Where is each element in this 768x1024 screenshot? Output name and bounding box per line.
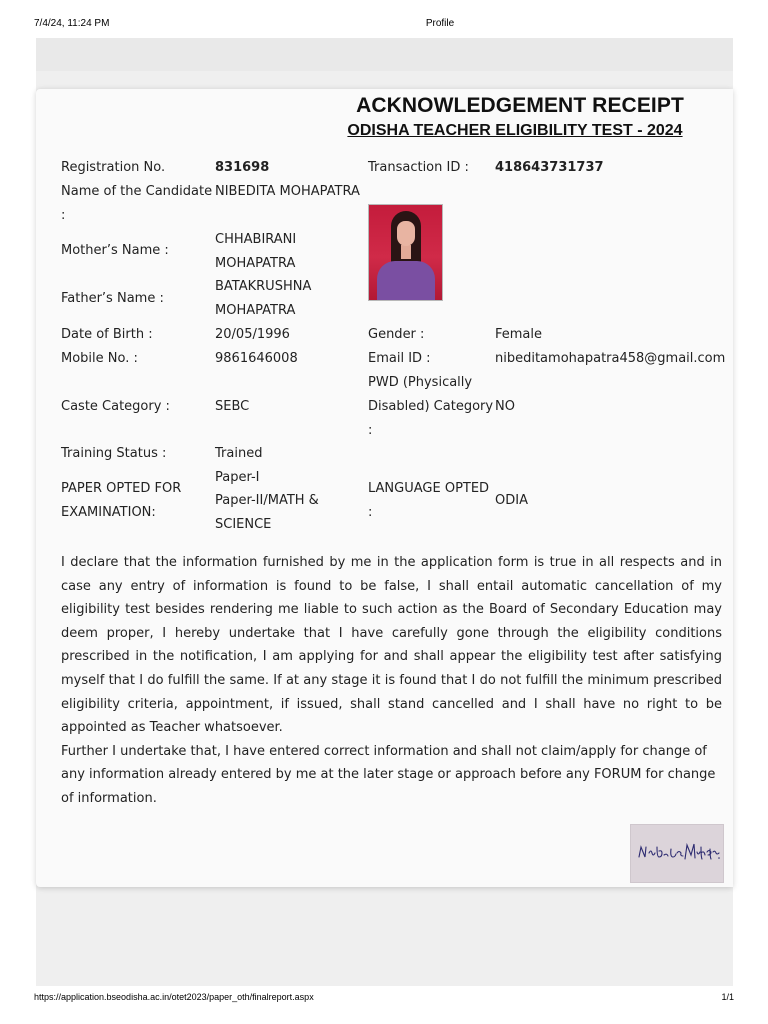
top-bar	[36, 38, 733, 71]
email-label: Email ID :	[368, 351, 431, 366]
pwd-value: NO	[495, 399, 515, 414]
caste-label: Caste Category :	[61, 399, 170, 414]
print-page-number: 1/1	[721, 992, 734, 1002]
signature-scribble	[631, 825, 723, 882]
mother-name-value-line2: MOHAPATRA	[215, 256, 296, 271]
gender-label: Gender :	[368, 327, 425, 342]
receipt-subtitle	[290, 122, 740, 140]
transaction-label: Transaction ID :	[368, 160, 469, 175]
training-label: Training Status :	[61, 446, 167, 461]
gender-value: Female	[495, 327, 543, 342]
candidate-photo	[368, 204, 443, 301]
mother-name-value-line1: CHHABIRANI	[215, 232, 297, 247]
candidate-name-value: NIBEDITA MOHAPATRA	[215, 184, 360, 199]
paper-label-line2: EXAMINATION:	[61, 505, 156, 520]
registration-label: Registration No.	[61, 160, 166, 175]
dob-value: 20/05/1996	[215, 327, 290, 342]
father-name-value-line2: MOHAPATRA	[215, 303, 296, 318]
candidate-signature	[630, 824, 724, 883]
paper-label-line1: PAPER OPTED FOR	[61, 481, 182, 496]
email-value: nibeditamohapatra458@gmail.com	[495, 351, 726, 366]
transaction-value: 418643731737	[495, 160, 604, 175]
father-name-value-line1: BATAKRUSHNA	[215, 279, 312, 294]
receipt-title: ACKNOWLEDGEMENT RECEIPT	[356, 94, 684, 117]
mobile-value: 9861646008	[215, 351, 298, 366]
photo-neck	[401, 245, 411, 259]
declaration-paragraph-1: I declare that the information furnished by me in the application form is true in all respects and in case any entry of information is found to be false, I shall entail automatic cancellation of my eligibility test besides rendering me liable to such action as the Board of Secondary Education may deem proper, I hereby undertake that I have carefully gone through the eligibility conditions prescribed in the notification, I am applying for and shall appear the eligibility test after satisfying myself that I do fulfill the same. If at any stage it is found that I do not fulfill the minimum prescribed eligibility criteria, appointment, if issued, shall stand cancelled and I shall have no right to be appointed as Teacher whatsoever.	[61, 555, 722, 736]
photo-face	[397, 221, 415, 246]
print-url: https://application.bseodisha.ac.in/otet2023/paper_oth/finalreport.aspx	[34, 992, 314, 1002]
mother-name-label: Mother’s Name :	[61, 243, 169, 258]
declaration	[61, 551, 722, 811]
father-name-label: Father’s Name :	[61, 291, 164, 306]
declaration-paragraph-2: Further I undertake that, I have entered correct information and shall not claim/apply for change of any information already entered by me at the later stage or approach before any FORUM for change of information.	[61, 743, 716, 806]
paper-value-line3: SCIENCE	[215, 517, 272, 532]
language-label-line1: LANGUAGE OPTED	[368, 481, 490, 496]
caste-value: SEBC	[215, 399, 250, 414]
paper-value-line2: Paper-II/MATH &	[215, 493, 319, 508]
language-label-line2: :	[368, 505, 373, 520]
mobile-label: Mobile No. :	[61, 351, 138, 366]
receipt-subtitle-text: ODISHA TEACHER ELIGIBILITY TEST - 2024	[347, 122, 683, 139]
pwd-label-line1: PWD (Physically	[368, 375, 473, 390]
dob-label: Date of Birth :	[61, 327, 153, 342]
pwd-label-line3: :	[368, 423, 373, 438]
photo-body	[377, 261, 435, 301]
paper-value-line1: Paper-I	[215, 470, 260, 485]
print-page-title: Profile	[425, 18, 455, 29]
training-value: Trained	[215, 446, 263, 461]
pwd-label-line2: Disabled) Category	[368, 399, 494, 414]
registration-value: 831698	[215, 160, 270, 175]
language-value: ODIA	[495, 493, 528, 508]
candidate-name-label: Name of the Candidate	[61, 184, 213, 199]
candidate-name-label-colon: :	[61, 208, 66, 223]
print-datetime: 7/4/24, 11:24 PM	[34, 18, 110, 29]
